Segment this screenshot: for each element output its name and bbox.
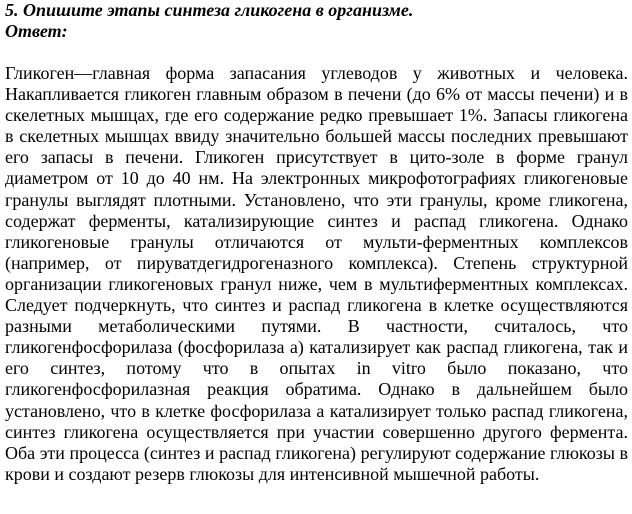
question-heading: 5. Опишите этапы синтеза гликогена в организме.	[5, 0, 414, 20]
blank-line	[5, 42, 628, 63]
answer-paragraph: Гликоген—главная форма запасания углеводов у животных и человека. Накапливается гликоген главным образом в печени (до 6% от массы печени) и в скелетных мышцах, где его содержание редко превышает 1%. Запасы гликогена в скелетных мышцах ввиду значительно большей массы последних превышают его запасы в печени. Гликоген присутствует в цито-золе в форме гранул диаметром от 10 до 40 нм. На электронных микрофотографиях гликогеновые гранулы выглядят плотными. Установлено, что эти гранулы, кроме гликогена, содержат ферменты, катализирующие синтез и распад гликогена. Однако гликогеновые гранулы отличаются от мульти-ферментных комплексов (например, от пируватдегидрогеназного комплекса). Степень структурной организации гликогеновых гранул ниже, чем в мультиферментных комплексах. Следует подчеркнуть, что синтез и распад гликогена в клетке осуществляются разными метаболическими путями. В частности, считалось, что гликогенфосфорилаза (фосфорилаза а) катализирует как распад гликогена, так и его синтез, потому что в опытах in vitro было показано, что гликогенфосфорилазная реакция обратима. Однако в дальнейшем было установлено, что в клетке фосфорилаза а катализирует только распад гликогена, синтез гликогена осуществляется при участии совершенно другого фермента. Оба эти процесса (синтез и распад гликогена) регулируют содержание глюкозы в крови и создают резерв глюкозы для интенсивной мышечной работы.	[5, 63, 628, 484]
answer-label: Ответ:	[5, 21, 68, 41]
